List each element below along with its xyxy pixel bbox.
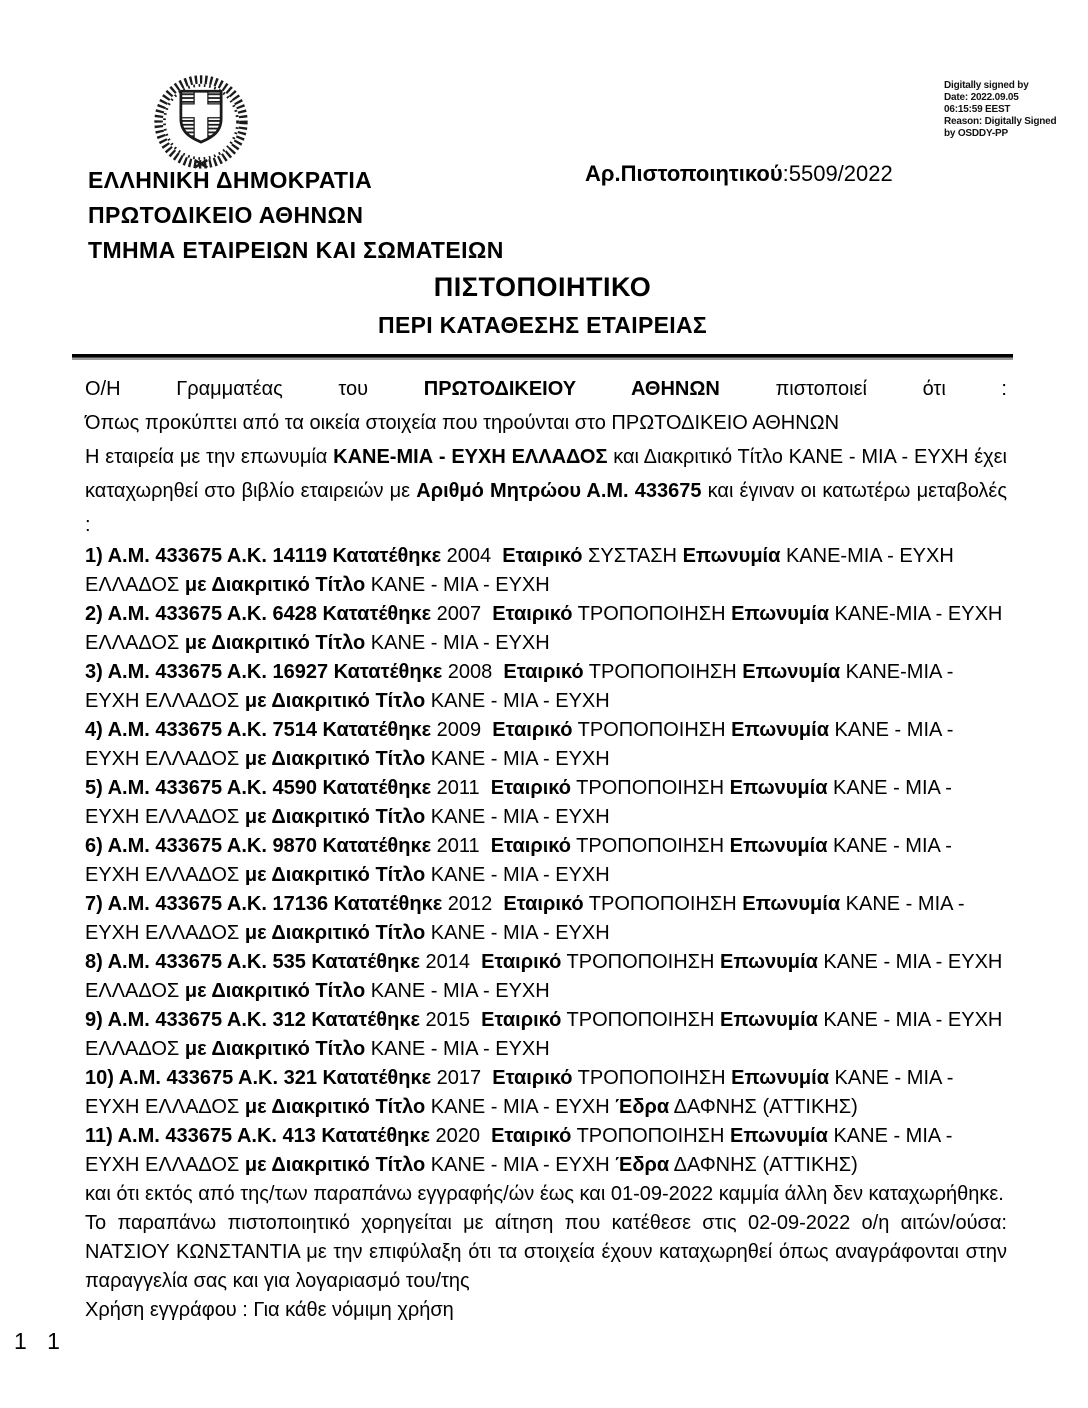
title-block xyxy=(72,272,1013,339)
certificate-number-value: :5509/2022 xyxy=(782,161,893,186)
entry-2: 2) Α.Μ. 433675 Α.Κ. 6428 Κατατέθηκε 2007 Εταιρικό ΤΡΟΠΟΠΟΙΗΣΗ Επωνυμία ΚΑΝΕ-ΜΙΑ - ΕΥΧΗ ΕΛΛΑΔΟΣ με Διακριτικό Τίτλο ΚΑΝΕ - ΜΙΑ - ΕΥΧΗ xyxy=(85,603,1008,654)
document-subtitle: ΠΕΡΙ ΚΑΤΑΘΕΣΗΣ ΕΤΑΙΡΕΙΑΣ xyxy=(378,312,707,338)
certify-line: Ο/Η Γραμματέας του ΠΡΩΤΟΔΙΚΕΙΟΥ ΑΘΗΝΩΝ πιστοποιεί ότι : xyxy=(85,378,1007,400)
greek-coat-of-arms-icon xyxy=(148,74,254,172)
stamp-line: Date: 2022.09.05 xyxy=(944,92,1019,103)
certificate-number-label: Αρ.Πιστοποιητικού xyxy=(585,161,783,186)
entry-7: 7) Α.Μ. 433675 Α.Κ. 17136 Κατατέθηκε 2012 Εταιρικό ΤΡΟΠΟΠΟΙΗΣΗ Επωνυμία ΚΑΝΕ - ΜΙΑ - ΕΥΧΗ ΕΛΛΑΔΟΣ με Διακριτικό Τίτλο ΚΑΝΕ - ΜΙΑ - ΕΥΧΗ xyxy=(85,893,971,944)
entry-1: 1) Α.Μ. 433675 Α.Κ. 14119 Κατατέθηκε 2004 Εταιρικό ΣΥΣΤΑΣΗ Επωνυμία ΚΑΝΕ-ΜΙΑ - ΕΥΧΗ ΕΛΛΑΔΟΣ με Διακριτικό Τίτλο ΚΑΝΕ - ΜΙΑ - ΕΥΧΗ xyxy=(85,545,960,596)
stamp-line: Digitally signed by xyxy=(944,80,1029,91)
org-line-department: ΤΜΗΜΑ ΕΤΑΙΡΕΙΩΝ ΚΑΙ ΣΩΜΑΤΕΙΩΝ xyxy=(88,237,504,263)
stamp-line: by OSDDY-PP xyxy=(944,128,1008,139)
coat-of-arms-logo xyxy=(148,74,254,172)
company-line: Η εταιρεία με την επωνυμία ΚΑΝΕ-ΜΙΑ - ΕΥΧΗ ΕΛΛΑΔΟΣ και Διακριτικό Τίτλο ΚΑΝΕ - ΜΙΑ - ΕΥΧΗ έχει καταχωρηθεί στο βιβλίο εταιρειών με Αριθμό Μητρώου Α.Μ. 433675 και έγιναν οι κατωτέρω μεταβολές : xyxy=(85,446,1013,536)
digital-signature-stamp xyxy=(944,80,1086,140)
entry-6: 6) Α.Μ. 433675 Α.Κ. 9870 Κατατέθηκε 2011 Εταιρικό ΤΡΟΠΟΠΟΙΗΣΗ Επωνυμία ΚΑΝΕ - ΜΙΑ - ΕΥΧΗ ΕΛΛΑΔΟΣ με Διακριτικό Τίτλο ΚΑΝΕ - ΜΙΑ - ΕΥΧΗ xyxy=(85,835,958,886)
page-number: 1 1 xyxy=(14,1328,60,1354)
entry-8: 8) Α.Μ. 433675 Α.Κ. 535 Κατατέθηκε 2014 Εταιρικό ΤΡΟΠΟΠΟΙΗΣΗ Επωνυμία ΚΑΝΕ - ΜΙΑ - ΕΥΧΗ ΕΛΛΑΔΟΣ με Διακριτικό Τίτλο ΚΑΝΕ - ΜΙΑ - ΕΥΧΗ xyxy=(85,951,1008,1002)
issuance-note: Το παραπάνω πιστοποιητικό χορηγείται με αίτηση που κατέθεσε στις 02-09-2022 ο/η αιτών/ούσα: ΝΑΤΣΙΟΥ ΚΩΝΣΤΑΝΤΙΑ με την επιφύλαξη ότι τα στοιχεία έχουν καταχωρηθεί όπως αναγράφονται στην παραγγελία σας και για λογαριασμό του/της xyxy=(85,1212,1013,1292)
document-title: ΠΙΣΤΟΠΟΙΗΤΙΚΟ xyxy=(433,272,652,302)
entry-10: 10) Α.Μ. 433675 Α.Κ. 321 Κατατέθηκε 2017 Εταιρικό ΤΡΟΠΟΠΟΙΗΣΗ Επωνυμία ΚΑΝΕ - ΜΙΑ - ΕΥΧΗ ΕΛΛΑΔΟΣ με Διακριτικό Τίτλο ΚΑΝΕ - ΜΙΑ - ΕΥΧΗ Έδρα ΔΑΦΝΗΣ (ΑΤΤΙΚΗΣ) xyxy=(85,1067,960,1118)
issuing-authority-block xyxy=(88,163,504,268)
title-divider xyxy=(72,354,1013,360)
org-line-republic: ΕΛΛΗΝΙΚΗ ΔΗΜΟΚΡΑΤΙΑ xyxy=(88,167,373,193)
usage-note: Χρήση εγγράφου : Για κάθε νόμιμη χρήση xyxy=(85,1299,454,1321)
entry-3: 3) Α.Μ. 433675 Α.Κ. 16927 Κατατέθηκε 2008 Εταιρικό ΤΡΟΠΟΠΟΙΗΣΗ Επωνυμία ΚΑΝΕ-ΜΙΑ - ΕΥΧΗ ΕΛΛΑΔΟΣ με Διακριτικό Τίτλο ΚΑΝΕ - ΜΙΑ - ΕΥΧΗ xyxy=(85,661,960,712)
org-line-court: ΠΡΩΤΟΔΙΚΕΙΟ ΑΘΗΝΩΝ xyxy=(88,202,364,228)
entry-4: 4) Α.Μ. 433675 Α.Κ. 7514 Κατατέθηκε 2009 Εταιρικό ΤΡΟΠΟΠΟΙΗΣΗ Επωνυμία ΚΑΝΕ - ΜΙΑ - ΕΥΧΗ ΕΛΛΑΔΟΣ με Διακριτικό Τίτλο ΚΑΝΕ - ΜΙΑ - ΕΥΧΗ xyxy=(85,719,960,770)
stamp-line: 06:15:59 EEST xyxy=(944,104,1011,115)
entry-9: 9) Α.Μ. 433675 Α.Κ. 312 Κατατέθηκε 2015 Εταιρικό ΤΡΟΠΟΠΟΙΗΣΗ Επωνυμία ΚΑΝΕ - ΜΙΑ - ΕΥΧΗ ΕΛΛΑΔΟΣ με Διακριτικό Τίτλο ΚΑΝΕ - ΜΙΑ - ΕΥΧΗ xyxy=(85,1009,1008,1060)
stamp-line: Reason: Digitally Signed xyxy=(944,116,1057,127)
document-body xyxy=(85,372,1013,1325)
certificate-number xyxy=(585,161,893,187)
entry-11: 11) Α.Μ. 433675 Α.Κ. 413 Κατατέθηκε 2020 Εταιρικό ΤΡΟΠΟΠΟΙΗΣΗ Επωνυμία ΚΑΝΕ - ΜΙΑ - ΕΥΧΗ ΕΛΛΑΔΟΣ με Διακριτικό Τίτλο ΚΑΝΕ - ΜΙΑ - ΕΥΧΗ Έδρα ΔΑΦΝΗΣ (ΑΤΤΙΚΗΣ) xyxy=(85,1125,958,1176)
closing-note: και ότι εκτός από της/των παραπάνω εγγραφής/ών έως και 01-09-2022 καμμία άλλη δεν καταχωρήθηκε. xyxy=(85,1183,1004,1205)
source-line: Όπως προκύπτει από τα οικεία στοιχεία που τηρούνται στο ΠΡΩΤΟΔΙΚΕΙΟ ΑΘΗΝΩΝ xyxy=(85,412,840,434)
entry-5: 5) Α.Μ. 433675 Α.Κ. 4590 Κατατέθηκε 2011 Εταιρικό ΤΡΟΠΟΠΟΙΗΣΗ Επωνυμία ΚΑΝΕ - ΜΙΑ - ΕΥΧΗ ΕΛΛΑΔΟΣ με Διακριτικό Τίτλο ΚΑΝΕ - ΜΙΑ - ΕΥΧΗ xyxy=(85,777,958,828)
